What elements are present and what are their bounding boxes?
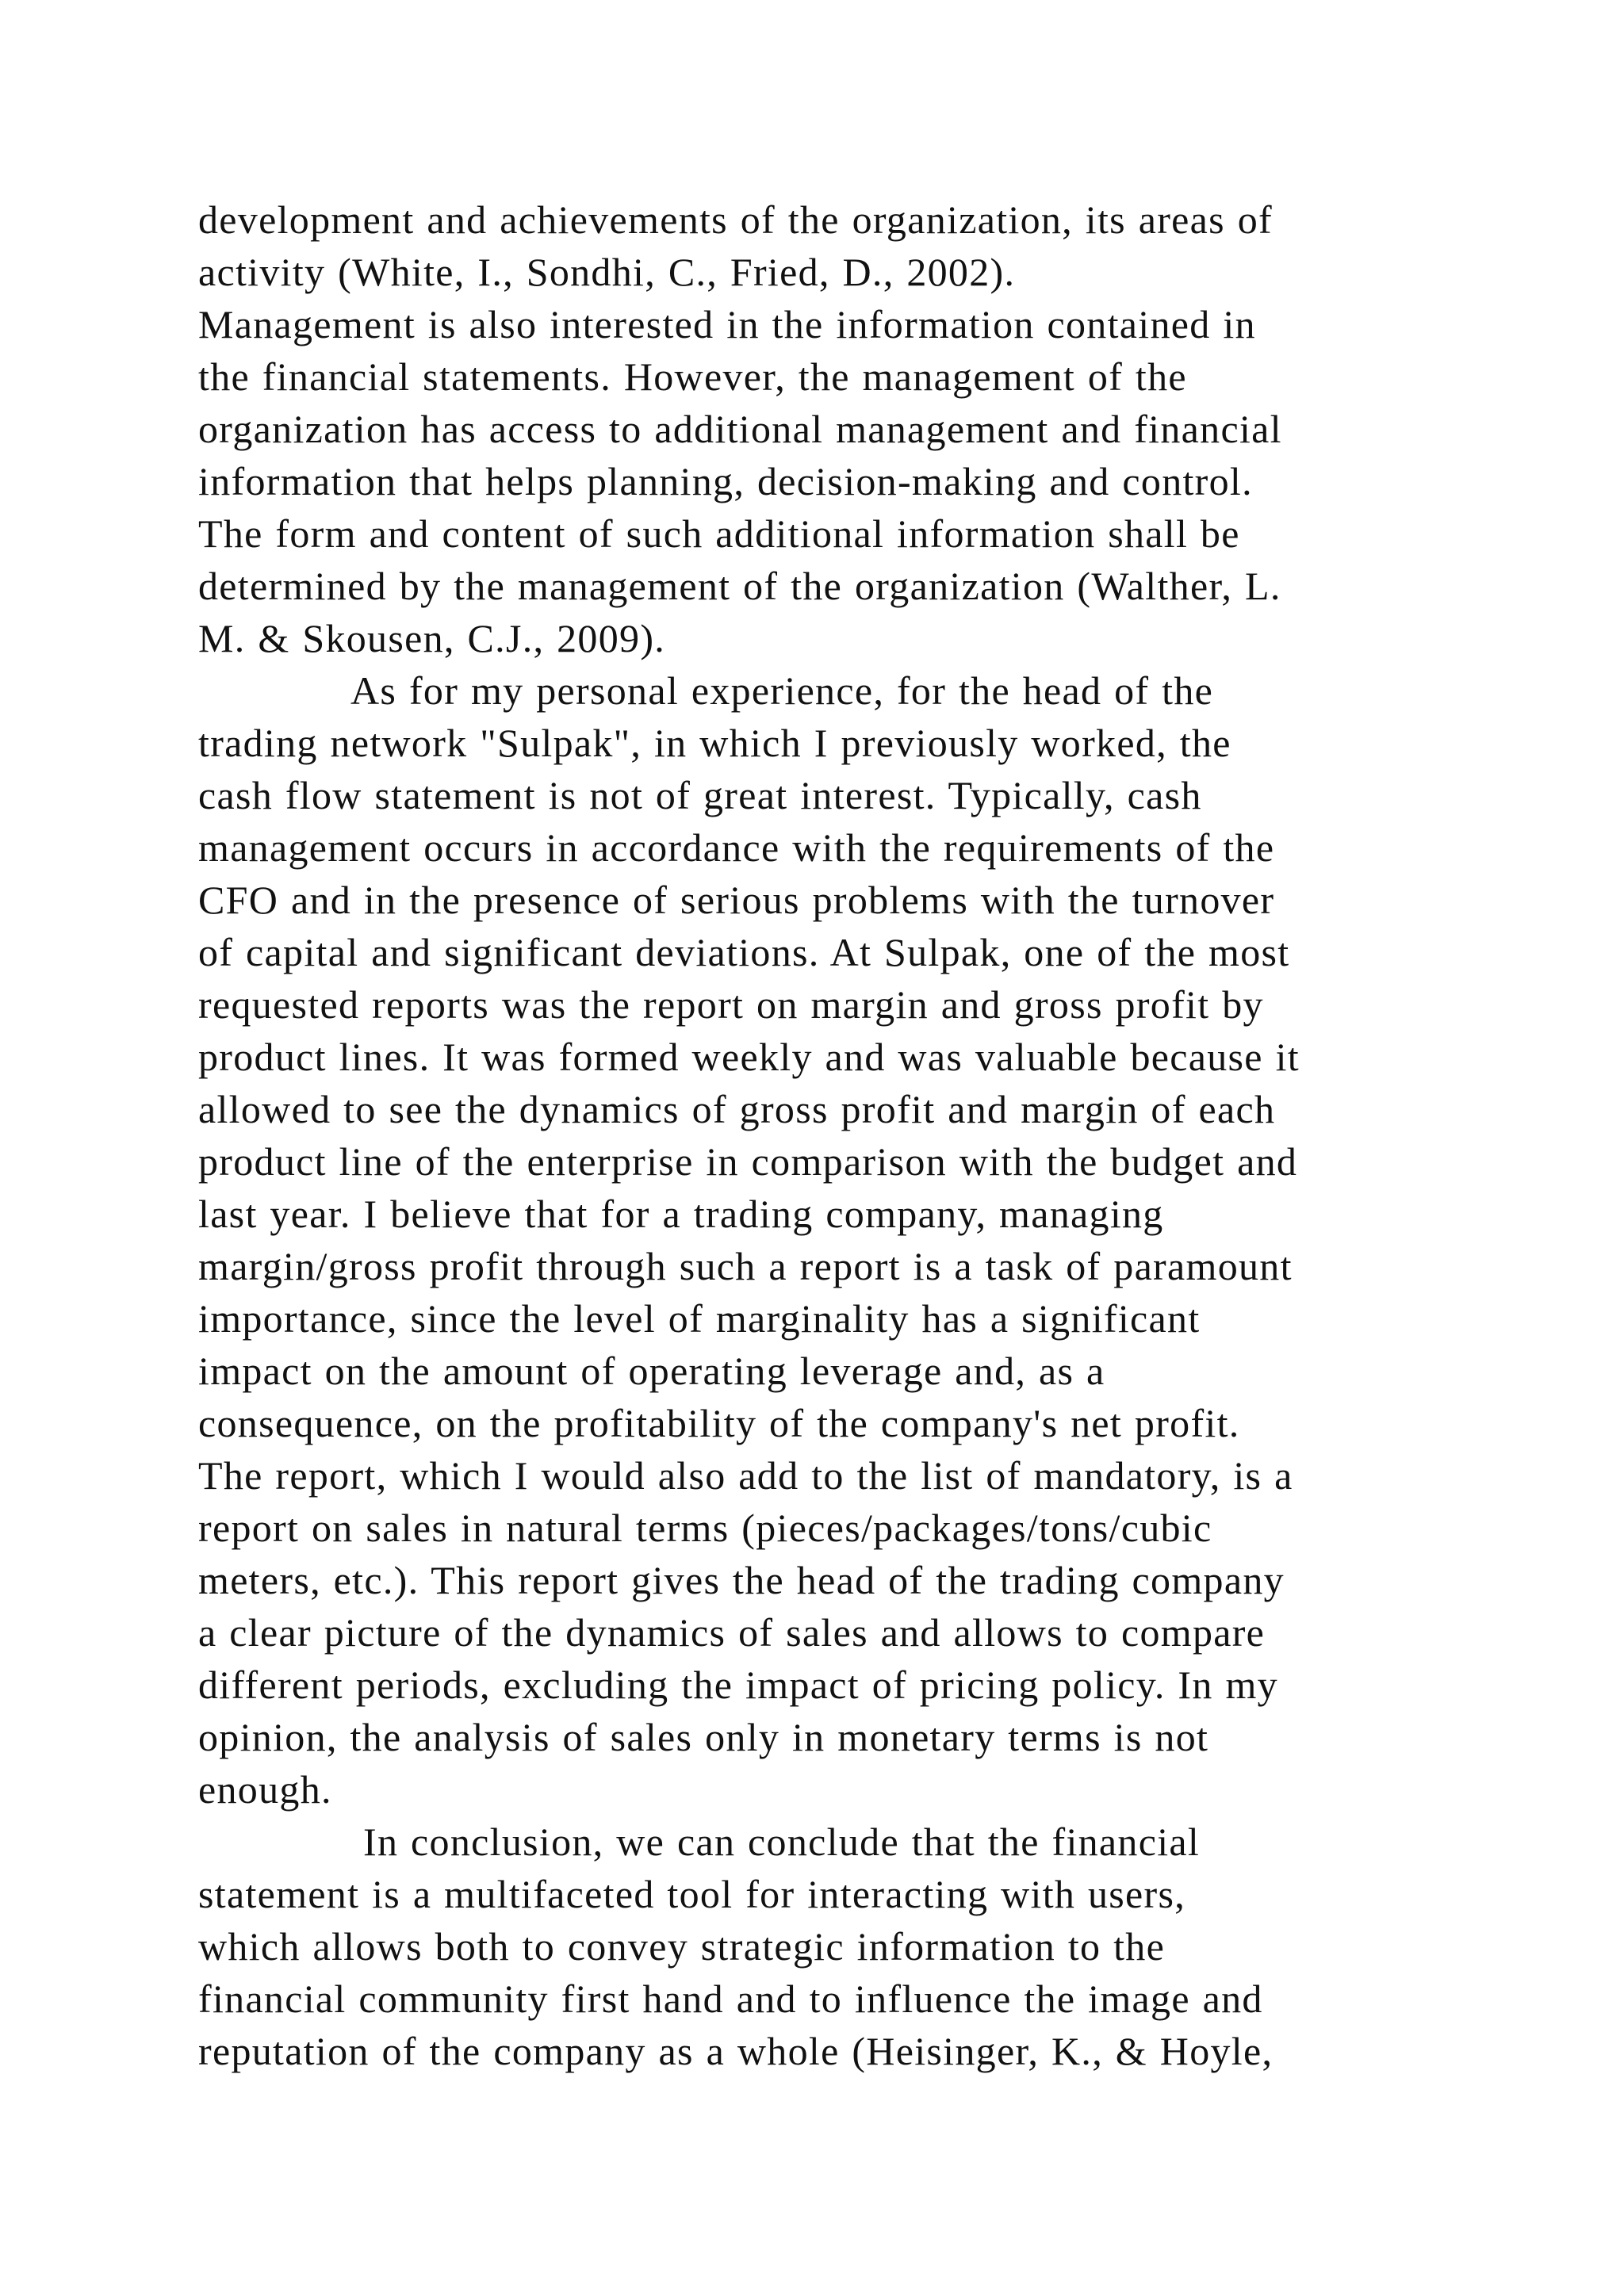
text-line: Management is also interested in the information contained in (198, 302, 1256, 346)
text-line: a clear picture of the dynamics of sales and allows to compare (198, 1610, 1266, 1655)
text-line: financial community first hand and to influence the image and (198, 1976, 1263, 2021)
text-line: meters, etc.). This report gives the head of the trading company (198, 1558, 1285, 1602)
text-line: importance, since the level of marginality has a significant (198, 1296, 1201, 1341)
text-line: impact on the amount of operating leverage and, as a (198, 1349, 1105, 1393)
text-line: determined by the management of the organization (Walther, L. (198, 564, 1281, 608)
body-text (198, 193, 1499, 2077)
text-line: reputation of the company as a whole (Heisinger, K., & Hoyle, (198, 2029, 1274, 2073)
text-line: The report, which I would also add to the list of mandatory, is a (198, 1453, 1293, 1498)
text-line: development and achievements of the organization, its areas of (198, 197, 1273, 242)
text-line: CFO and in the presence of serious problems with the turnover (198, 878, 1275, 922)
paragraph-start-line: In conclusion, we can conclude that the financial (363, 1820, 1201, 1864)
text-line: enough. (198, 1767, 332, 1812)
text-line: the financial statements. However, the management of the (198, 354, 1187, 399)
text-line: opinion, the analysis of sales only in monetary terms is not (198, 1715, 1209, 1759)
text-line: statement is a multifaceted tool for interacting with users, (198, 1872, 1186, 1916)
text-line: allowed to see the dynamics of gross profit and margin of each (198, 1087, 1276, 1131)
text-line: report on sales in natural terms (pieces/packages/tons/cubic (198, 1506, 1212, 1550)
text-line: product line of the enterprise in comparison with the budget and (198, 1139, 1298, 1184)
text-line: consequence, on the profitability of the company's net profit. (198, 1401, 1240, 1445)
paragraph-start-line: As for my personal experience, for the head of the (350, 668, 1214, 713)
text-line: requested reports was the report on margin and gross profit by (198, 982, 1264, 1027)
text-line: M. & Skousen, C.J., 2009). (198, 616, 666, 660)
text-line: product lines. It was formed weekly and was valuable because it (198, 1035, 1300, 1079)
text-line: organization has access to additional management and financial (198, 407, 1282, 451)
text-line: last year. I believe that for a trading company, managing (198, 1192, 1164, 1236)
text-line: of capital and significant deviations. At Sulpak, one of the most (198, 930, 1290, 974)
text-line: trading network "Sulpak", in which I previously worked, the (198, 721, 1231, 765)
text-line: information that helps planning, decision-making and control. (198, 459, 1253, 503)
text-line: which allows both to convey strategic information to the (198, 1924, 1166, 1969)
text-line: management occurs in accordance with the requirements of the (198, 825, 1275, 870)
text-line: margin/gross profit through such a report is a task of paramount (198, 1244, 1293, 1288)
text-line: activity (White, I., Sondhi, C., Fried, D., 2002). (198, 250, 1016, 294)
text-line: The form and content of such additional information shall be (198, 511, 1240, 556)
text-line: cash flow statement is not of great interest. Typically, cash (198, 773, 1202, 817)
text-line: different periods, excluding the impact of pricing policy. In my (198, 1663, 1278, 1707)
